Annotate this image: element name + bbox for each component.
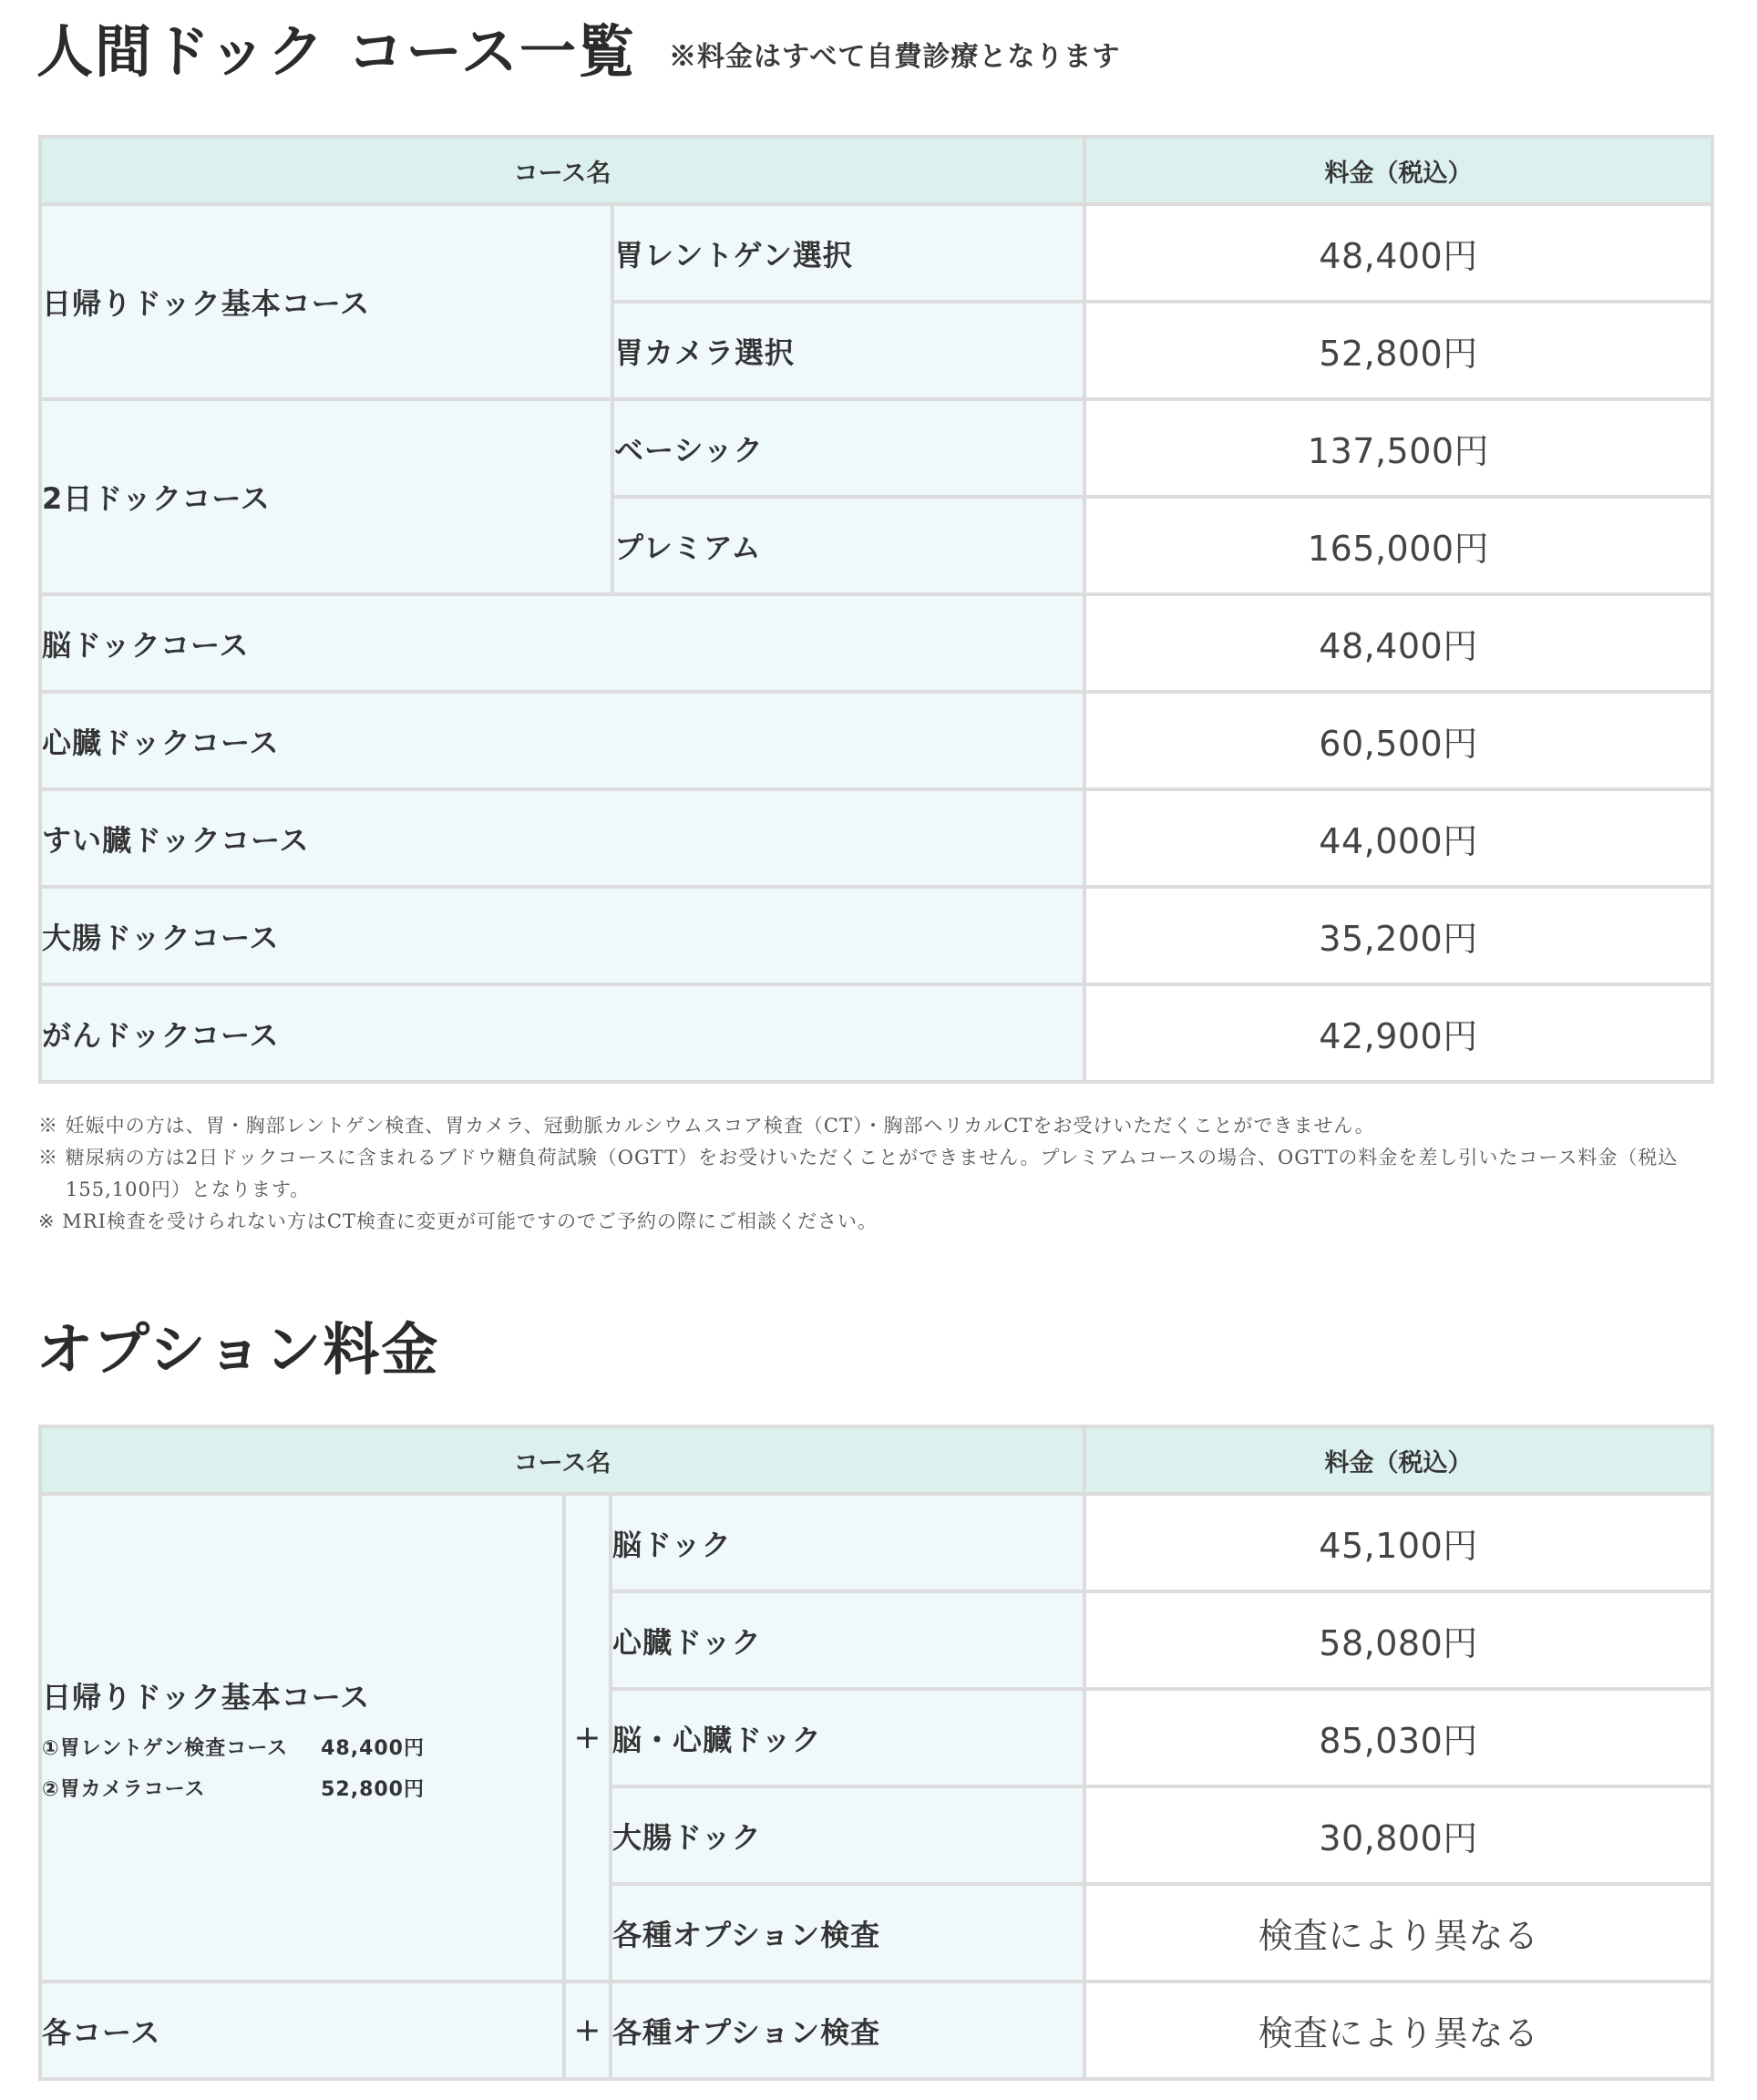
option-price: 検査により異なる xyxy=(1084,1884,1712,1982)
note-mri: ※ MRI検査を受けられない方はCT検査に変更が可能ですのでご予約の際にご相談ください。 xyxy=(38,1210,878,1232)
sub-course-name: プレミアム xyxy=(612,497,1084,594)
table-row xyxy=(40,984,1712,1082)
table-row xyxy=(40,887,1712,984)
price-header: 料金（税込） xyxy=(1084,137,1712,204)
course-price: 165,000円 xyxy=(1084,497,1712,594)
each-course-name: 各コース xyxy=(40,1982,564,2079)
table-row xyxy=(40,594,1712,692)
plus-icon: + xyxy=(564,1982,611,2079)
option-price: 58,080円 xyxy=(1084,1591,1712,1689)
base-detail-gastroscopy xyxy=(42,1774,425,1802)
base-detail-label: ②胃カメラコース xyxy=(42,1777,206,1801)
base-detail-price: 52,800円 xyxy=(321,1777,425,1801)
notes xyxy=(38,1110,1715,1238)
option-price: 85,030円 xyxy=(1084,1689,1712,1786)
price-header: 料金（税込） xyxy=(1084,1426,1712,1494)
table-row xyxy=(40,1494,1712,1591)
course-price: 42,900円 xyxy=(1084,984,1712,1082)
course-name: すい臓ドックコース xyxy=(40,789,1084,887)
course-price: 44,000円 xyxy=(1084,789,1712,887)
self-pay-note: ※料金はすべて自費診療となります xyxy=(669,41,1121,73)
option-price: 検査により異なる xyxy=(1084,1982,1712,2079)
note-pregnancy: ※ 妊娠中の方は、胃・胸部レントゲン検査、胃カメラ、冠動脈カルシウムスコア検査（CT）・胸部ヘリカルCTをお受けいただくことができません。 xyxy=(38,1115,1375,1137)
option-name: 脳ドック xyxy=(611,1494,1084,1591)
table-row xyxy=(40,399,1712,497)
option-price: 45,100円 xyxy=(1084,1494,1712,1591)
course-name: 大腸ドックコース xyxy=(40,887,1084,984)
base-course-cell xyxy=(40,1494,564,1982)
sub-course-name: 胃カメラ選択 xyxy=(612,302,1084,399)
sub-course-name: 胃レントゲン選択 xyxy=(612,204,1084,302)
note-diabetes: ※ 糖尿病の方は2日ドックコースに含まれるブドウ糖負荷試験（OGTT）をお受けいただくことができません。プレミアムコースの場合、OGTTの料金を差し引いたコース料金（税込155,100円）となります。 xyxy=(38,1147,1679,1200)
base-course-name: 日帰りドック基本コース xyxy=(42,1679,371,1714)
base-detail-label: ①胃レントゲン検査コース xyxy=(42,1736,289,1760)
base-course-details xyxy=(42,1733,562,1802)
course-name: 日帰りドック基本コース xyxy=(40,204,612,399)
course-list-title xyxy=(36,18,1121,85)
table-row xyxy=(40,692,1712,789)
table-row xyxy=(40,1982,1712,2079)
table-header-row xyxy=(40,137,1712,204)
course-name: 脳ドックコース xyxy=(40,594,1084,692)
option-price: 30,800円 xyxy=(1084,1786,1712,1884)
course-price: 48,400円 xyxy=(1084,204,1712,302)
option-name: 心臓ドック xyxy=(611,1591,1084,1689)
table-row xyxy=(40,204,1712,302)
course-name: 心臓ドックコース xyxy=(40,692,1084,789)
course-name: がんドックコース xyxy=(40,984,1084,1082)
course-name-header: コース名 xyxy=(40,137,1084,204)
course-name-header: コース名 xyxy=(40,1426,1084,1494)
options-title: オプション料金 xyxy=(36,1316,440,1383)
options-price-table xyxy=(38,1425,1714,2081)
option-name: 各種オプション検査 xyxy=(611,1982,1084,2079)
course-list-title-text: 人間ドック コース一覧 xyxy=(36,18,637,85)
table-row xyxy=(40,789,1712,887)
option-name: 脳・心臓ドック xyxy=(611,1689,1084,1786)
course-price: 52,800円 xyxy=(1084,302,1712,399)
course-price: 48,400円 xyxy=(1084,594,1712,692)
table-header-row xyxy=(40,1426,1712,1494)
option-name: 各種オプション検査 xyxy=(611,1884,1084,1982)
base-detail-xray xyxy=(42,1733,425,1761)
course-price: 137,500円 xyxy=(1084,399,1712,497)
sub-course-name: ベーシック xyxy=(612,399,1084,497)
option-name: 大腸ドック xyxy=(611,1786,1084,1884)
base-detail-price: 48,400円 xyxy=(321,1736,425,1760)
course-name: 2日ドックコース xyxy=(40,399,612,594)
plus-icon: + xyxy=(564,1494,611,1982)
course-price-table xyxy=(38,135,1714,1084)
course-price: 60,500円 xyxy=(1084,692,1712,789)
course-price: 35,200円 xyxy=(1084,887,1712,984)
